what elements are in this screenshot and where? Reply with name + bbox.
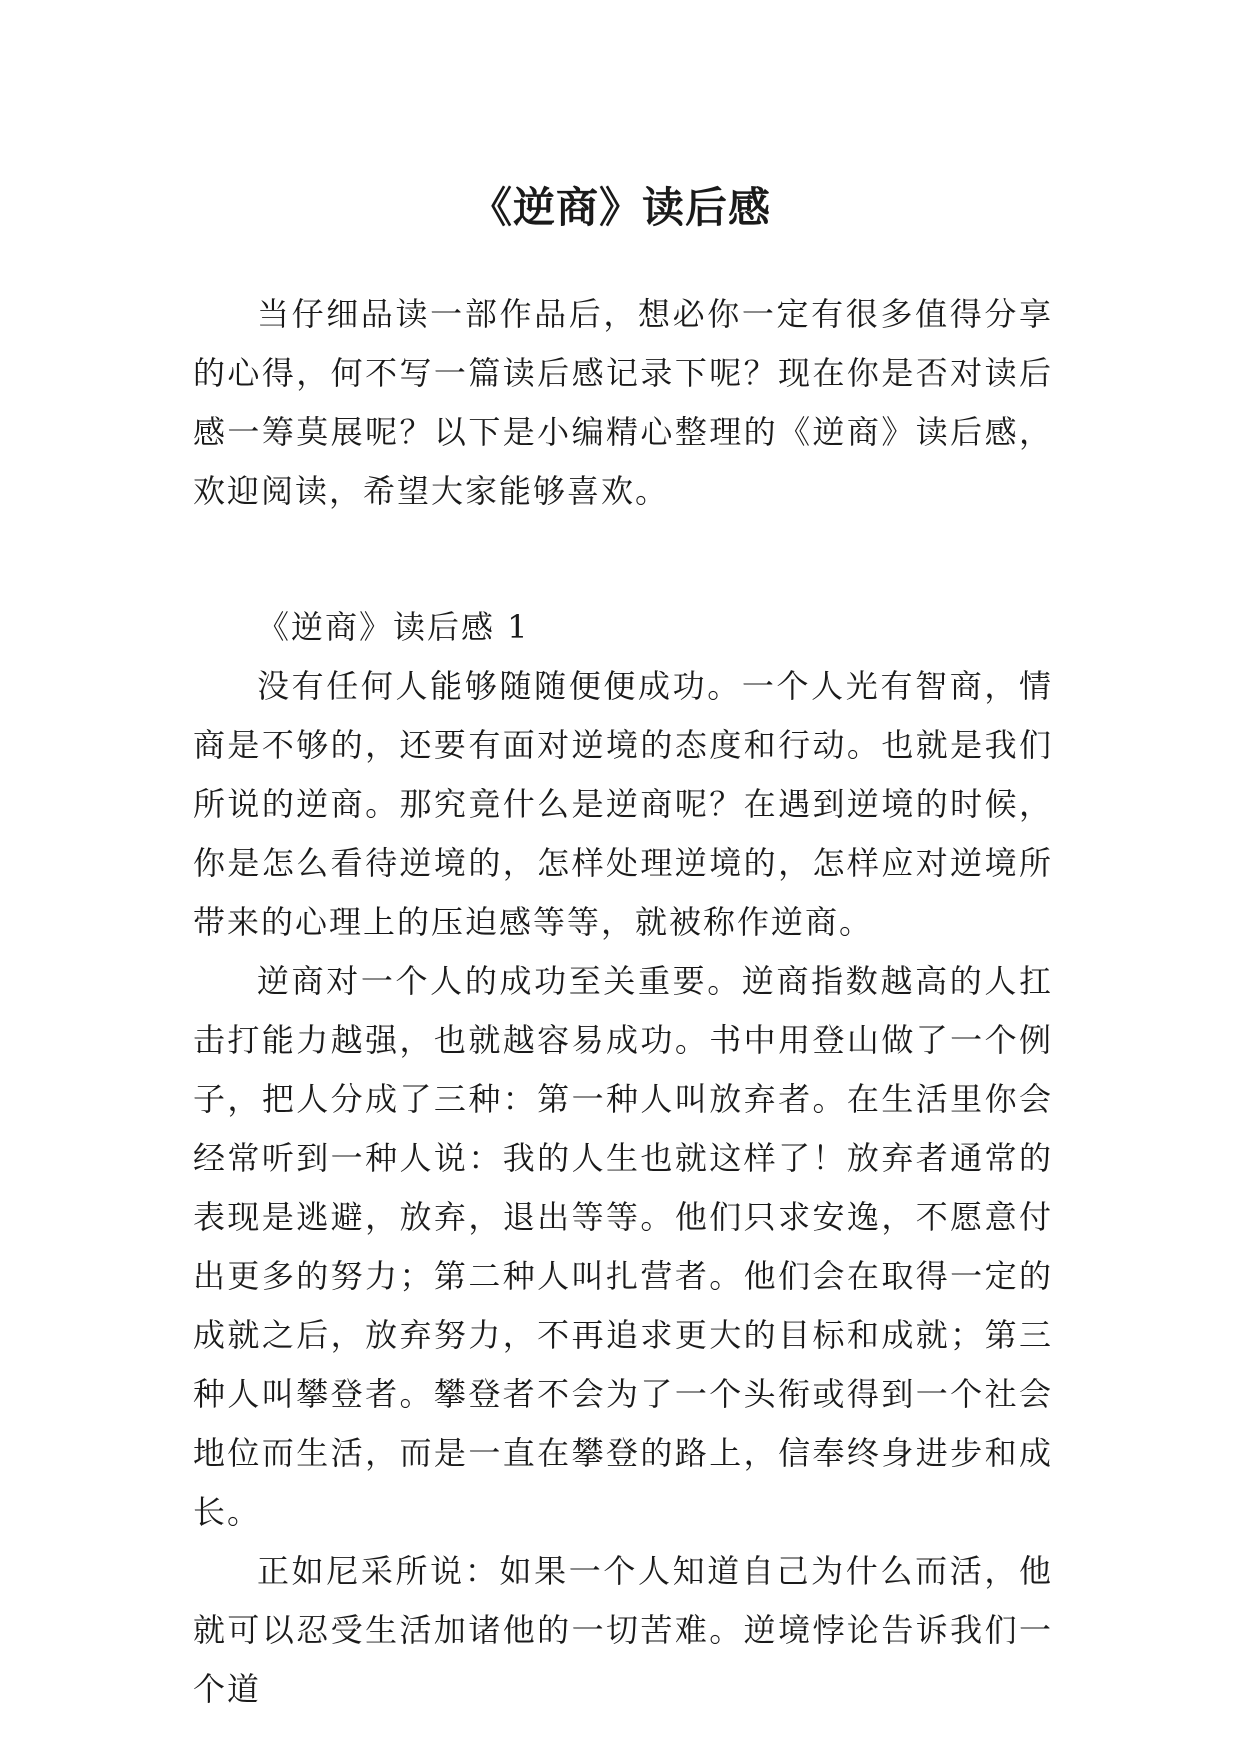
document-body — [193, 285, 1053, 1719]
document-title: 《逆商》读后感 — [469, 183, 771, 233]
body-paragraph-1: 没有任何人能够随随便便成功。一个人光有智商，情商是不够的，还要有面对逆境的态度和行动。也就是我们所说的逆商。那究竟什么是逆商呢？在遇到逆境的时候，你是怎么看待逆境的，怎样处理逆境的，怎样应对逆境所带来的心理上的压迫感等等，就被称作逆商。 — [193, 667, 1053, 941]
body-paragraph-2: 逆商对一个人的成功至关重要。逆商指数越高的人扛击打能力越强，也就越容易成功。书中用登山做了一个例子，把人分成了三种：第一种人叫放弃者。在生活里你会经常听到一种人说：我的人生也就这样了！放弃者通常的表现是逃避，放弃，退出等等。他们只求安逸，不愿意付出更多的努力；第二种人叫扎营者。他们会在取得一定的成就之后，放弃努力，不再追求更大的目标和成就；第三种人叫攀登者。攀登者不会为了一个头衔或得到一个社会地位而生活，而是一直在攀登的路上，信奉终身进步和成长。 — [193, 962, 1053, 1531]
body-paragraph-3: 正如尼采所说：如果一个人知道自己为什么而活，他就可以忍受生活加诸他的一切苦难。逆境悖论告诉我们一个道 — [193, 1552, 1053, 1708]
section-heading: 《逆商》读后感 1 — [257, 608, 530, 646]
intro-paragraph: 当仔细品读一部作品后，想必你一定有很多值得分享的心得，何不写一篇读后感记录下呢？现在你是否对读后感一筹莫展呢？以下是小编精心整理的《逆商》读后感，欢迎阅读，希望大家能够喜欢。 — [193, 295, 1053, 510]
